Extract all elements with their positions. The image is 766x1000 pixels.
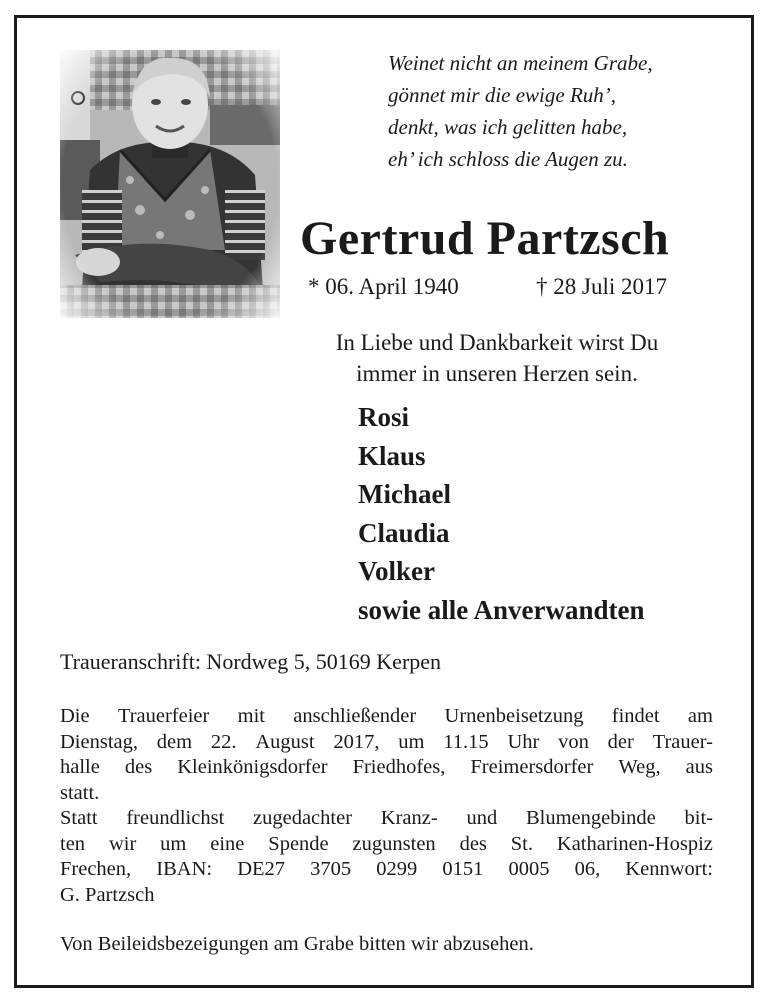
word: Freimersdorfer <box>470 756 594 778</box>
word: wir <box>108 832 137 855</box>
ceremony-line: G. Partzsch <box>60 883 155 906</box>
ceremony-line <box>60 730 713 756</box>
dedication-line: In Liebe und Dankbarkeit wirst Du <box>335 330 659 355</box>
word: 2017, <box>333 730 380 753</box>
mourner-name: Michael <box>358 479 451 509</box>
word: Frechen, <box>60 858 132 880</box>
word: DE27 <box>237 858 286 880</box>
word: am <box>687 705 713 727</box>
word: freundlichst <box>126 807 225 829</box>
poem-line: eh’ ich schloss die Augen zu. <box>388 147 628 171</box>
mourner-name: Klaus <box>358 440 426 471</box>
word: um <box>160 832 187 855</box>
word: zugunsten <box>352 832 436 855</box>
word: Blumengebinde <box>525 807 656 829</box>
dedication <box>262 327 732 389</box>
word: St. <box>510 832 534 855</box>
word: Weg, <box>618 756 661 778</box>
word: Katharinen-Hospiz <box>556 832 713 855</box>
word: ten <box>60 832 86 855</box>
word: Kranz- <box>380 807 438 829</box>
ceremony-line <box>60 832 713 858</box>
word: 0005 <box>508 858 550 880</box>
word: Dienstag, <box>60 730 138 753</box>
word: mit <box>237 705 265 727</box>
word: dem <box>156 730 193 753</box>
ceremony-line <box>60 755 713 781</box>
word: 0299 <box>376 858 418 880</box>
word: Trauer- <box>652 730 713 753</box>
word: Die <box>60 705 90 727</box>
mourners-list <box>358 398 645 629</box>
word: 22. <box>210 730 237 753</box>
mourner-name: Claudia <box>358 517 450 548</box>
word: eine <box>210 832 245 855</box>
word: des <box>124 756 153 778</box>
word: Friedhofes, <box>352 756 446 778</box>
dedication-line: immer in unseren Herzen sein. <box>356 361 638 386</box>
mourner-name: Rosi <box>358 402 410 432</box>
word: August <box>255 730 315 753</box>
mourner-name: Volker <box>358 556 436 586</box>
word: Trauerfeier <box>117 705 210 727</box>
poem-line: gönnet mir die ewige Ruh’, <box>388 83 617 107</box>
poem-line: Weinet nicht an meinem Grabe, <box>388 51 653 75</box>
word: zugedachter <box>253 807 353 829</box>
word: Statt <box>60 807 98 829</box>
word: IBAN: <box>156 858 213 880</box>
word: 3705 <box>310 858 352 880</box>
word: 0151 <box>442 858 484 880</box>
ceremony-line: statt. <box>60 781 100 804</box>
ceremony-line <box>60 857 713 883</box>
word: findet <box>611 705 660 727</box>
death-date: † 28 Juli 2017 <box>536 274 667 299</box>
ceremony-line <box>60 806 713 832</box>
word: um <box>398 730 425 753</box>
word: des <box>459 832 487 855</box>
word: halle <box>60 756 100 778</box>
word: der <box>607 730 634 753</box>
portrait-photo <box>60 50 280 318</box>
word: Kennwort: <box>625 858 713 880</box>
word: Spende <box>268 832 329 855</box>
word: bit- <box>684 807 713 829</box>
word: Uhr <box>507 730 540 753</box>
ceremony-line <box>60 704 713 730</box>
poem-line: denkt, was ich gelitten habe, <box>388 115 628 139</box>
closing-note: Von Beileidsbezeigungen am Grabe bitten wir abzusehen. <box>60 933 534 955</box>
deceased-name: Gertrud Partzsch <box>300 212 670 265</box>
word: aus <box>685 756 713 778</box>
word: und <box>466 807 498 829</box>
mourner-name: sowie alle Anverwandten <box>358 594 645 625</box>
word: 06, <box>574 858 601 880</box>
birth-date: * 06. April 1940 <box>308 274 459 299</box>
poem <box>388 47 718 175</box>
word: anschließender <box>293 705 417 727</box>
word: Kleinkönigsdorfer <box>177 756 328 778</box>
word: von <box>558 730 589 753</box>
ceremony-text <box>60 704 713 908</box>
word: 11.15 <box>443 730 489 753</box>
mourning-address: Traueranschrift: Nordweg 5, 50169 Kerpen <box>60 649 442 674</box>
word: Urnenbeisetzung <box>444 705 584 727</box>
